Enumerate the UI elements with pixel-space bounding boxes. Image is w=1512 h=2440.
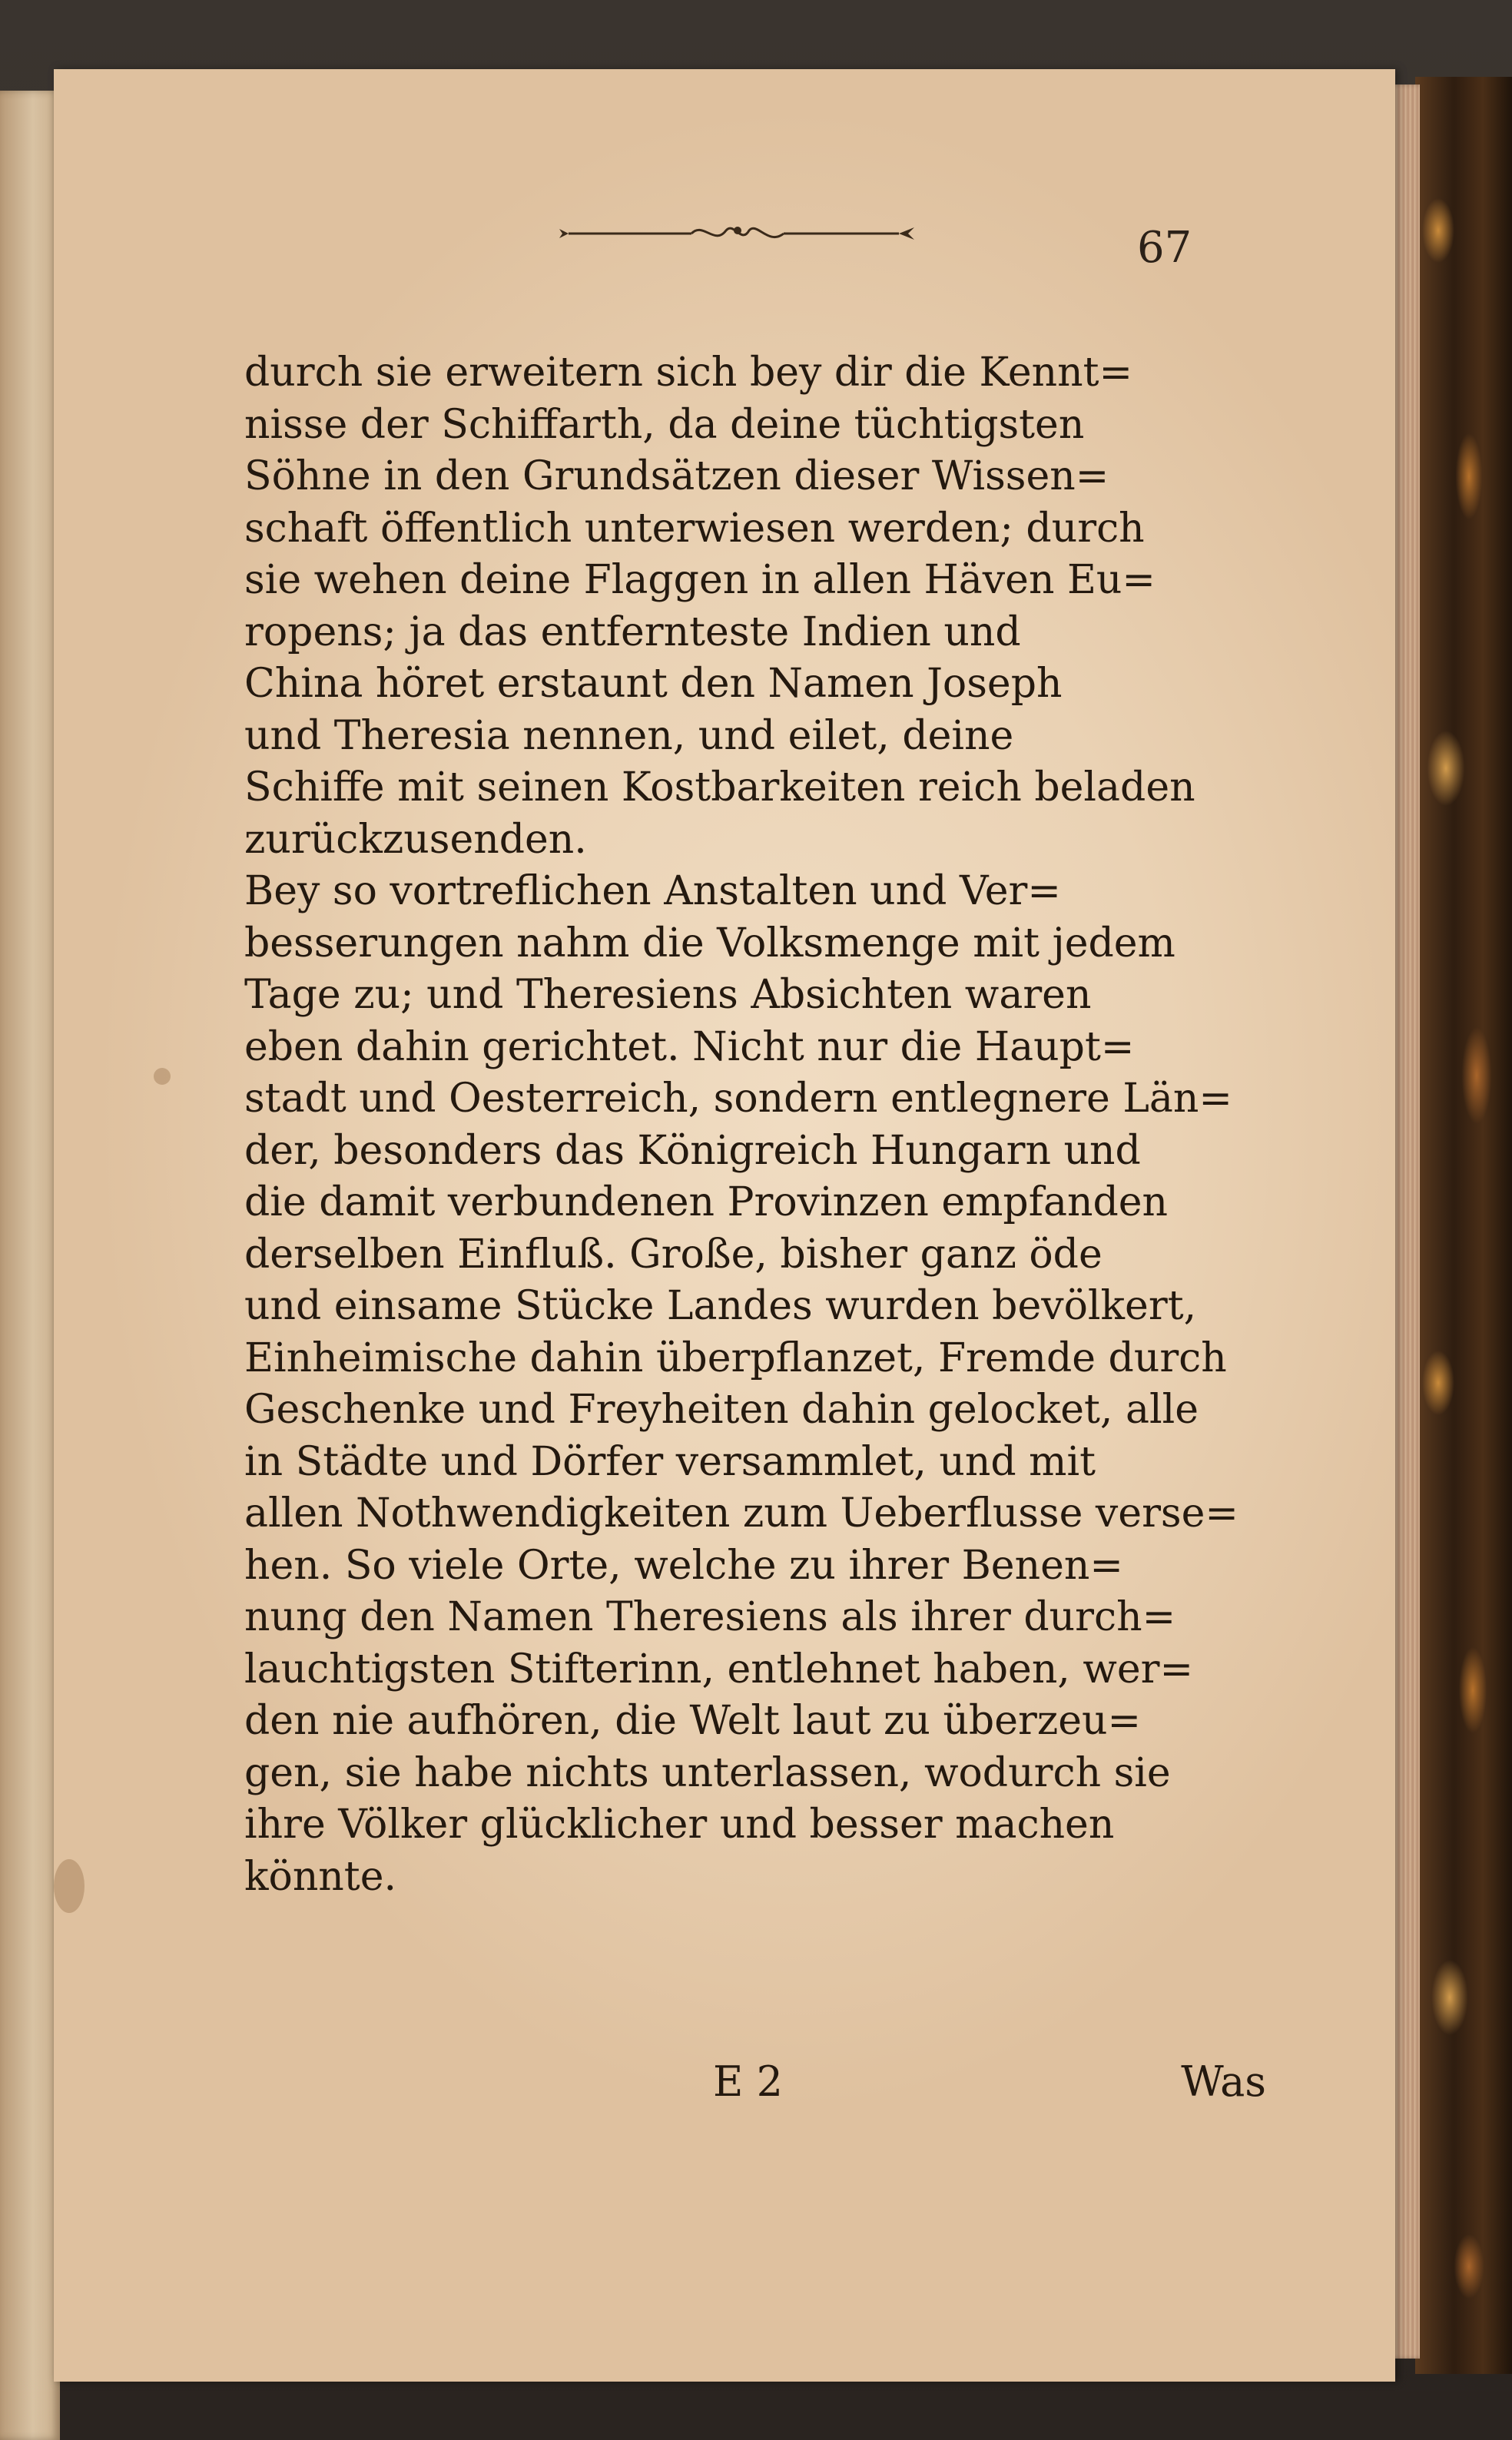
- body-text: [244, 347, 1266, 1903]
- page-footer: [244, 2057, 1266, 2119]
- book-page: [54, 69, 1395, 2382]
- signature-mark: E 2: [713, 2057, 783, 2106]
- ornament-rule: [553, 207, 922, 254]
- book-cover: [1415, 77, 1512, 2374]
- paragraph: Bey so vortreflichen Anstalten und Ver= besserungen nahm die Volksmenge mit jedem Tage zu; und Theresiens Absichten waren eben dahin gerichtet. Nicht nur die Haupt= stadt und Oesterreich, sondern entlegnere Län= der, besonders das Königreich Hungarn und die damit verbundenen Provinzen empfanden derselben Einfluß. Große, bisher ganz öde und einsame Stücke Landes wurden bevölkert, Einheimische dahin überpflanzet, Fremde durch Geschenke und Freyheiten dahin gelocket, alle in Städte und Dörfer versammlet, und mit allen Nothwendigkeiten zum Ueberflusse verse= hen. So viele Orte, welche zu ihrer Benen= nung den Namen Theresiens als ihrer durch= lauchtigsten Stifterinn, entlehnet haben, wer= den nie aufhören, die Welt laut zu überzeu= gen, sie habe nichts unterlassen, wodurch sie ihre Völker glücklicher und besser machen könnte.: [244, 868, 1238, 1900]
- facing-page-edge: [0, 91, 60, 2440]
- catchword: Was: [1181, 2057, 1266, 2106]
- paper-stain: [54, 1859, 85, 1913]
- paper-stain: [154, 1068, 171, 1085]
- paragraph: durch sie erweitern sich bey dir die Kennt= nisse der Schiffarth, da deine tüchtigsten Söhne in den Grundsätzen dieser Wissen= schaft öffentlich unterwiesen werden; durch sie wehen deine Flaggen in allen Häven Eu= ropens; ja das entfernteste Indien und China höret erstaunt den Namen Joseph und Theresia nennen, und eilet, deine Schiffe mit seinen Kostbarkeiten reich beladen zurückzusenden.: [244, 350, 1195, 863]
- page-number: 67: [1137, 223, 1192, 273]
